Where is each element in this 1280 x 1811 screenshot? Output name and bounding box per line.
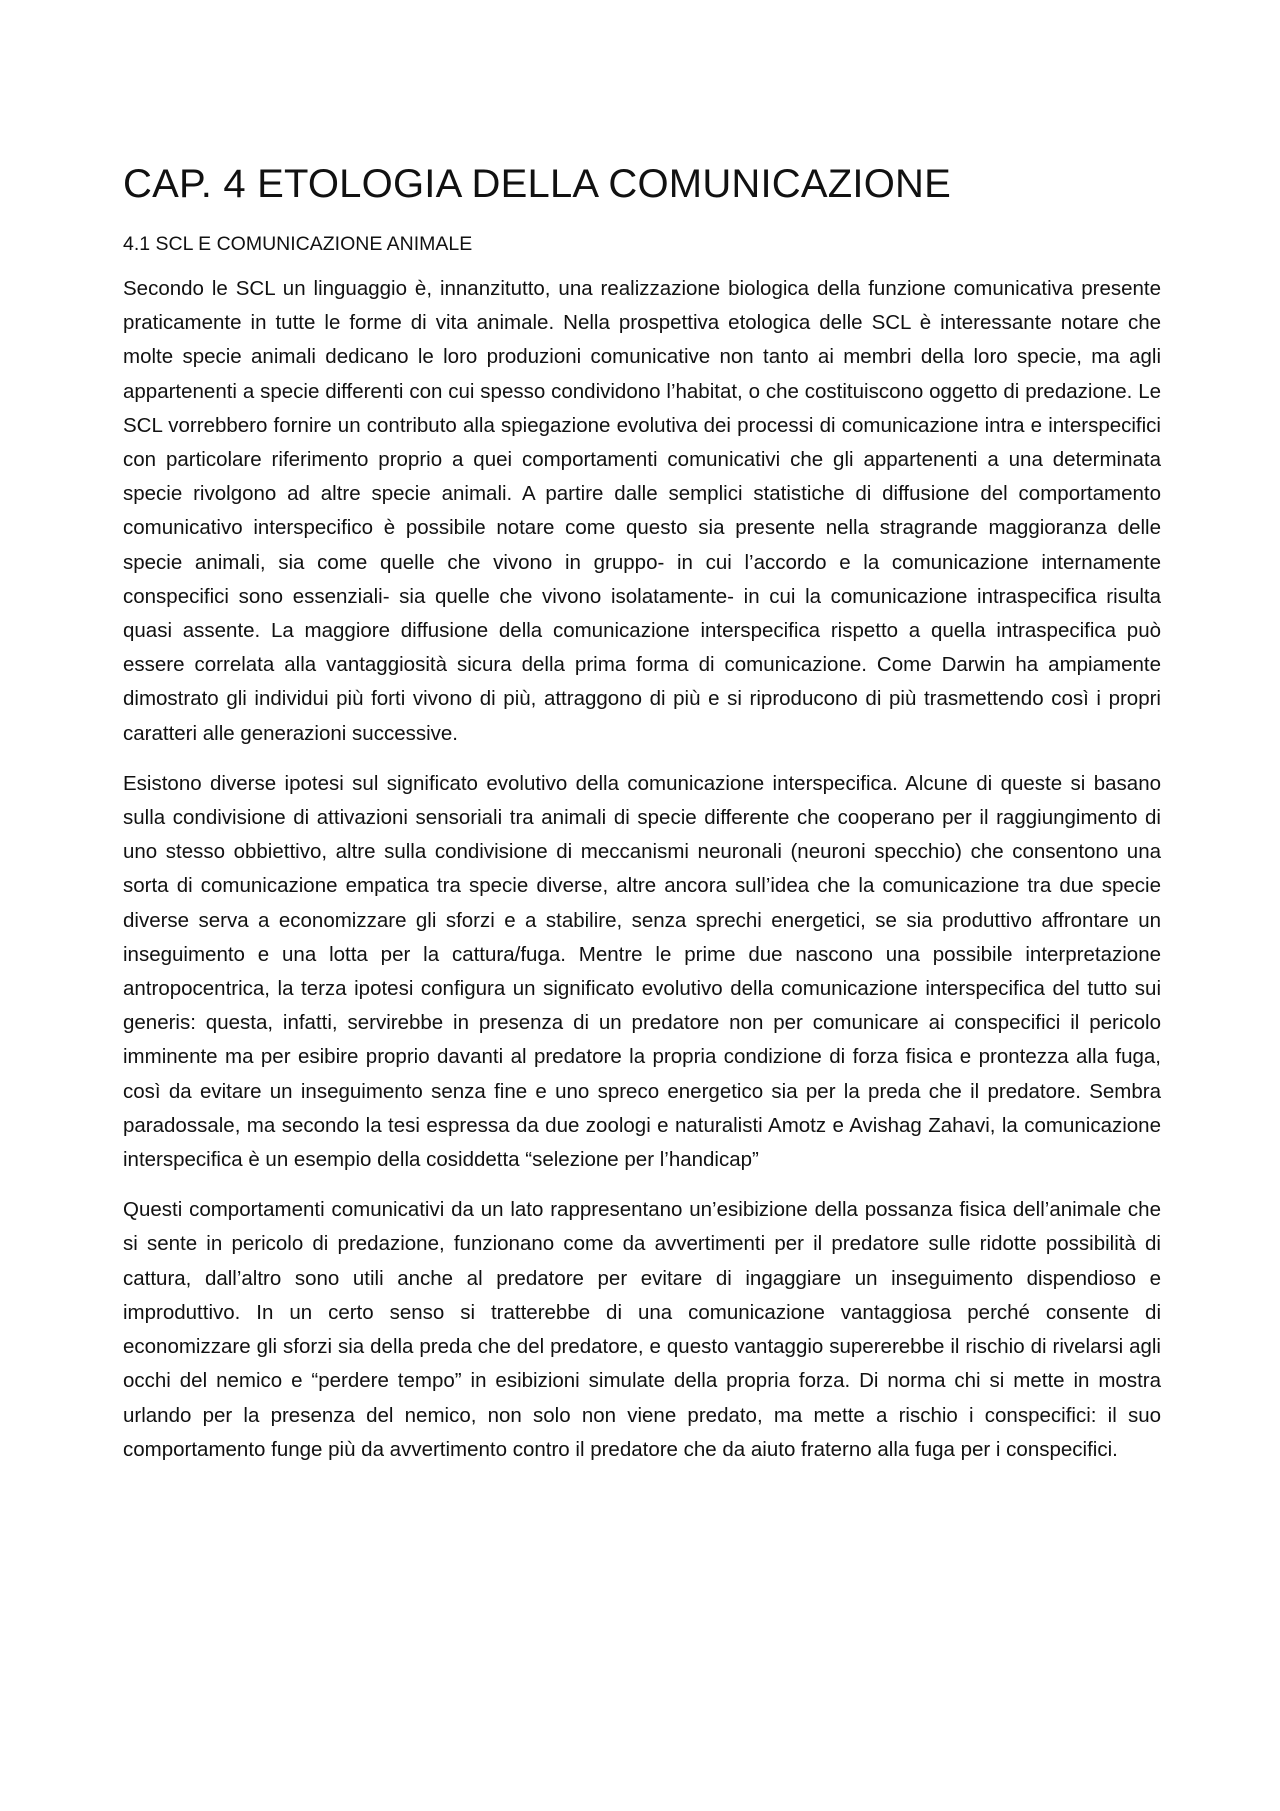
- paragraph-3: Questi comportamenti comunicativi da un lato rappresentano un’esibizione della possanza fisica dell’animale che si sente in pericolo di predazione, funzionano come da avvertimenti per il predatore sulle ridotte possibilità di cattura, dall’altro sono utili anche al predatore per evitare di ingaggiare un inseguimento dispendioso e improduttivo. In un certo senso si tratterebbe di una comunicazione vantaggiosa perché consente di economizzare gli sforzi sia della preda che del predatore, e questo vantaggio supererebbe il rischio di rivelarsi agli occhi del nemico e “perdere tempo” in esibizioni simulate della propria forza. Di norma chi si mette in mostra urlando per la presenza del nemico, non solo non viene predato, ma mette a rischio i conspecifici: il suo comportamento funge più da avvertimento contro il predatore che da aiuto fraterno alla fuga per i conspecifici.: [123, 1198, 1161, 1461]
- paragraph-1: Secondo le SCL un linguaggio è, innanzitutto, una realizzazione biologica della funzione comunicativa presente praticamente in tutte le forme di vita animale. Nella prospettiva etologica delle SCL è interessante notare che molte specie animali dedicano le loro produzioni comunicative non tanto ai membri della loro specie, ma agli appartenenti a specie differenti con cui spesso condividono l’habitat, o che costituiscono oggetto di predazione. Le SCL vorrebbero fornire un contributo alla spiegazione evolutiva dei processi di comunicazione intra e interspecifici con particolare riferimento proprio a quei comportamenti comunicativi che gli appartenenti a una determinata specie rivolgono ad altre specie animali. A partire dalle semplici statistiche di diffusione del comportamento comunicativo interspecifico è possibile notare come questo sia presente nella stragrande maggioranza delle specie animali, sia come quelle che vivono in gruppo- in cui l’accordo e la comunicazione internamente conspecifici sono essenziali- sia quelle che vivono isolatamente- in cui la comunicazione intraspecifica risulta quasi assente. La maggiore diffusione della comunicazione interspecifica rispetto a quella intraspecifica può essere correlata alla vantaggiosità sicura della prima forma di comunicazione. Come Darwin ha ampiamente dimostrato gli individui più forti vivono di più, attraggono di più e si riproducono di più trasmettendo così i propri caratteri alle generazioni successive.: [123, 277, 1161, 745]
- section-title: 4.1 SCL E COMUNICAZIONE ANIMALE: [123, 233, 473, 255]
- paragraph-2: Esistono diverse ipotesi sul significato evolutivo della comunicazione interspecifica. Alcune di queste si basano sulla condivisione di attivazioni sensoriali tra animali di specie differente che cooperano per il raggiungimento di uno stesso obbiettivo, altre sulla condivisione di meccanismi neuronali (neuroni specchio) che consentono una sorta di comunicazione empatica tra specie diverse, altre ancora sull’idea che la comunicazione tra due specie diverse serva a economizzare gli sforzi e a stabilire, senza sprechi energetici, se sia produttivo affrontare un inseguimento e una lotta per la cattura/fuga. Mentre le prime due nascono una possibile interpretazione antropocentrica, la terza ipotesi configura un significato evolutivo della comunicazione interspecifica del tutto sui generis: questa, infatti, servirebbe in presenza di un predatore non per comunicare ai conspecifici il pericolo imminente ma per esibire proprio davanti al predatore la propria condizione di forza fisica e prontezza alla fuga, così da evitare un inseguimento senza fine e uno spreco energetico sia per la preda che il predatore. Sembra paradossale, ma secondo la tesi espressa da due zoologi e naturalisti Amotz e Avishag Zahavi, la comunicazione interspecifica è un esempio della cosiddetta “selezione per l’handicap”: [123, 771, 1161, 1172]
- chapter-title: CAP. 4 ETOLOGIA DELLA COMUNICAZIONE: [123, 162, 951, 206]
- document-page: [123, 158, 1161, 1483]
